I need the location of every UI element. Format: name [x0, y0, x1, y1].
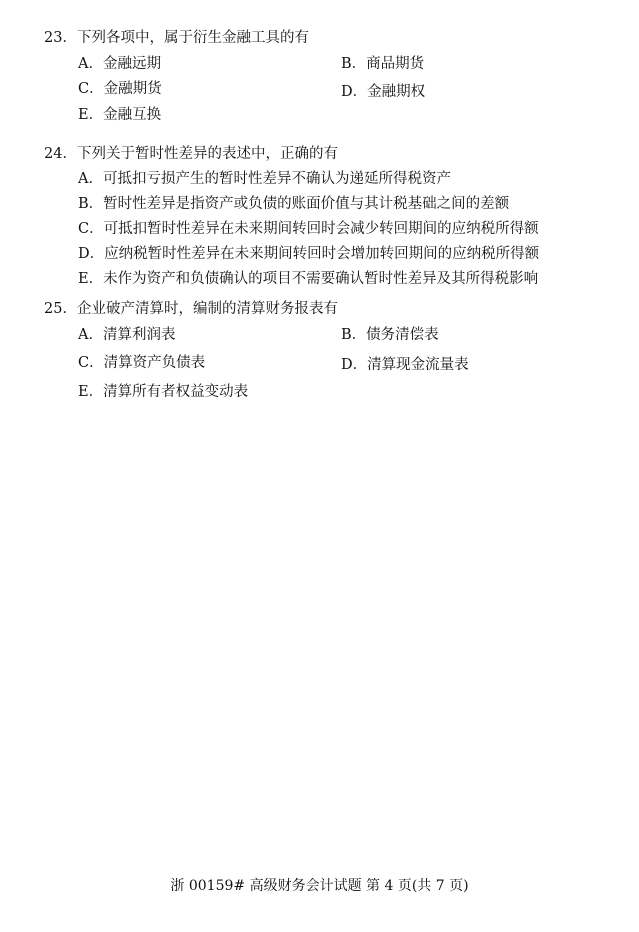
question-25-option-c: C．清算资产负债表	[78, 355, 206, 371]
question-25-option-e: E．清算所有者权益变动表	[78, 384, 249, 400]
question-23-stem: 23．下列各项中，属于衍生金融工具的有	[44, 30, 309, 46]
question-24-option-a: A．可抵扣亏损产生的暂时性差异不确认为递延所得税资产	[78, 171, 451, 187]
page-footer: 浙 00159# 高级财务会计试题 第 4 页(共 7 页)	[170, 878, 469, 894]
question-25-option-d: D．清算现金流量表	[341, 357, 469, 373]
question-23-option-c: C．金融期货	[78, 81, 162, 97]
question-25-option-b: B．债务清偿表	[341, 327, 439, 343]
question-25-option-a: A．清算利润表	[78, 327, 176, 343]
question-24-option-e: E．未作为资产和负债确认的项目不需要确认暂时性差异及其所得税影响	[78, 271, 539, 287]
question-24-option-d: D．应纳税暂时性差异在未来期间转回时会增加转回期间的应纳税所得额	[78, 246, 540, 262]
question-23-option-e: E．金融互换	[78, 107, 162, 123]
question-24-option-b: B．暂时性差异是指资产或负债的账面价值与其计税基础之间的差额	[78, 196, 510, 212]
question-23-option-a: A．金融远期	[78, 56, 161, 72]
question-23-option-d: D．金融期权	[341, 84, 426, 100]
question-24-option-c: C．可抵扣暂时性差异在未来期间转回时会减少转回期间的应纳税所得额	[78, 221, 539, 237]
question-23-option-b: B．商品期货	[341, 56, 425, 72]
question-25-stem: 25．企业破产清算时，编制的清算财务报表有	[44, 301, 338, 317]
question-24-stem: 24．下列关于暂时性差异的表述中，正确的有	[44, 146, 338, 162]
